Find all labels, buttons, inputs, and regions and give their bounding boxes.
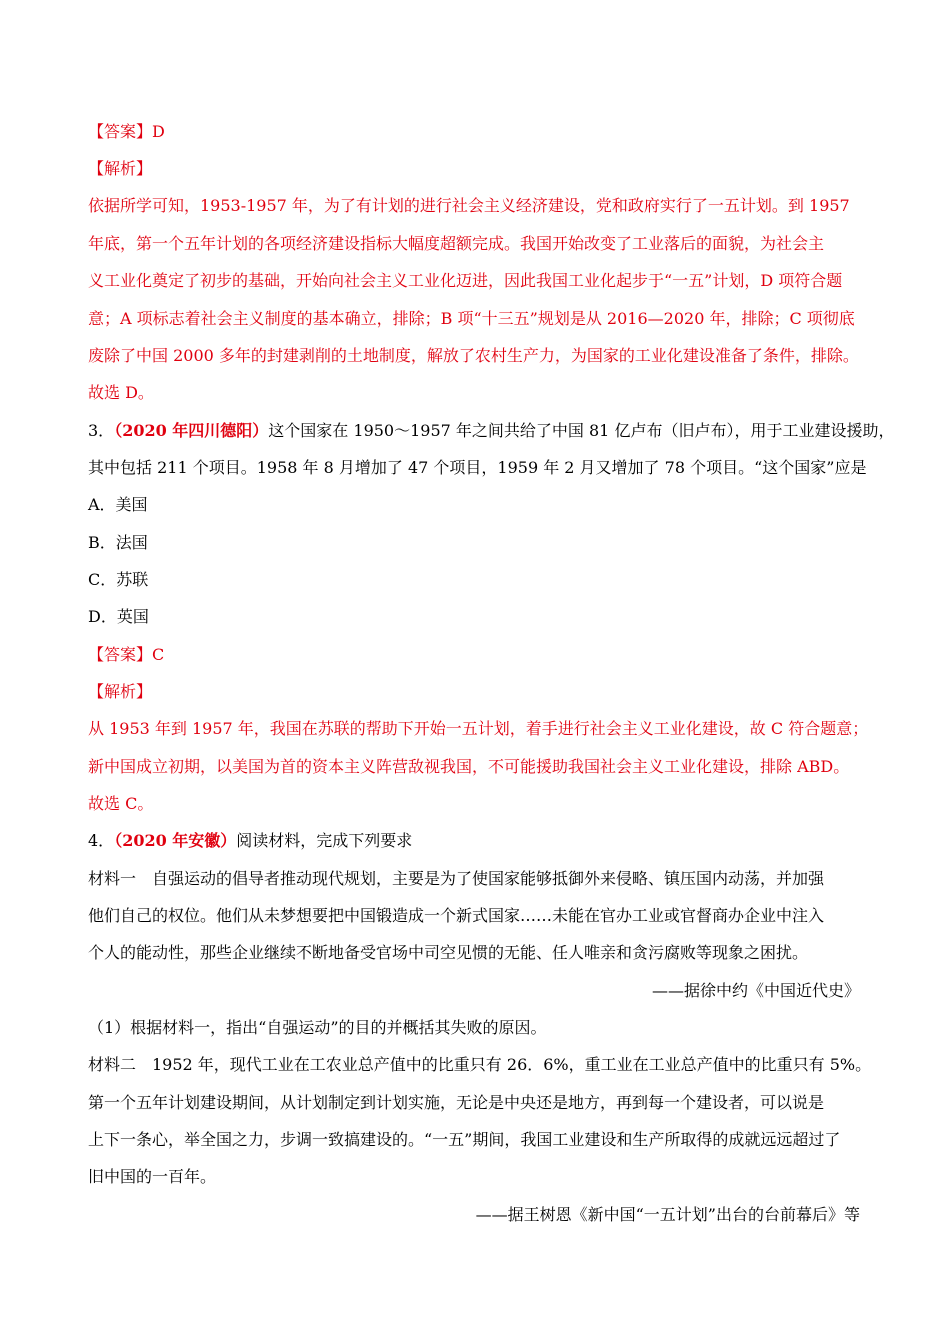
q3-option-d: D．英国	[88, 607, 149, 626]
q4-material2-line: 材料二 1952 年，现代工业在工农业总产值中的比重只有 26．6%，重工业在工业总产值中的比重只有 5%。	[88, 1055, 872, 1074]
question-source: （2020 年安徽）	[114, 831, 237, 850]
question-number: 3．	[88, 421, 115, 440]
q2-analysis-line: 年底，第一个五年计划的各项经济建设指标大幅度超额完成。我国开始改变了工业落后的面貌，为社会主	[88, 234, 825, 253]
q2-answer	[88, 121, 868, 143]
q4-material1-line: 他们自己的权位。他们从未梦想要把中国锻造成一个新式国家……未能在官办工业或官督商办企业中注入	[88, 906, 825, 925]
q4-material2-citation: ——据王树恩《新中国“一五计划”出台的台前幕后》等	[475, 1205, 860, 1224]
q3-stem	[88, 420, 895, 442]
q3-option-a: A．美国	[88, 495, 148, 514]
q3-analysis-tag: 【解析】	[88, 682, 153, 701]
q2-analysis-tag: 【解析】	[88, 159, 153, 178]
q3-option-c: C．苏联	[88, 570, 149, 589]
q4-material1-citation: ——据徐中约《中国近代史》	[651, 981, 860, 1000]
question-stem: 这个国家在 1950～1957 年之间共给了中国 81 亿卢布（旧卢布），用于工业建设援助，	[268, 421, 895, 440]
answer-tag: 【答案】	[88, 122, 153, 141]
q2-analysis-line: 义工业化奠定了初步的基础，开始向社会主义工业化迈进，因此我国工业化起步于“一五”计划，D 项符合题	[88, 271, 843, 290]
q4-material1-line: 个人的能动性，那些企业继续不断地备受官场中司空见惯的无能、任人唯亲和贪污腐败等现象之困扰。	[88, 943, 809, 962]
q2-analysis-line: 意；A 项标志着社会主义制度的基本确立，排除；B 项“十三五”规划是从 2016—2020 年，排除；C 项彻底	[88, 309, 855, 328]
q4-question1: （1）根据材料一，指出“自强运动”的目的并概括其失败的原因。	[88, 1018, 547, 1037]
question-source: （2020 年四川德阳）	[114, 421, 269, 440]
question-stem: 阅读材料，完成下列要求	[236, 831, 413, 850]
q4-stem	[88, 830, 868, 852]
q3-analysis-line: 新中国成立初期，以美国为首的资本主义阵营敌视我国，不可能援助我国社会主义工业化建设，排除 ABD。	[88, 757, 850, 776]
q4-material2-line: 旧中国的一百年。	[88, 1167, 217, 1186]
question-number: 4．	[88, 831, 115, 850]
q3-analysis-line: 故选 C。	[88, 794, 154, 813]
q3-answer	[88, 644, 868, 666]
q3-option-b: B．法国	[88, 533, 148, 552]
q3-stem-line2: 其中包括 211 个项目。1958 年 8 月增加了 47 个项目，1959 年 2 月又增加了 78 个项目。“这个国家”应是	[88, 458, 867, 477]
answer-value: D	[152, 122, 165, 141]
q2-analysis-line: 故选 D。	[88, 383, 154, 402]
q2-analysis-line: 废除了中国 2000 多年的封建剥削的土地制度，解放了农村生产力，为国家的工业化建设准备了条件，排除。	[88, 346, 859, 365]
q3-analysis-line: 从 1953 年到 1957 年，我国在苏联的帮助下开始一五计划，着手进行社会主义工业化建设，故 C 符合题意；	[88, 719, 869, 738]
answer-tag: 【答案】	[88, 645, 153, 664]
q4-material2-line: 上下一条心，举全国之力，步调一致搞建设的。“一五”期间，我国工业建设和生产所取得的成就远远超过了	[88, 1130, 841, 1149]
q2-analysis-line: 依据所学可知，1953-1957 年，为了有计划的进行社会主义经济建设，党和政府实行了一五计划。到 1957	[88, 196, 850, 215]
q4-material1-line: 材料一 自强运动的倡导者推动现代规划，主要是为了使国家能够抵御外来侵略、镇压国内动荡，并加强	[88, 869, 825, 888]
q4-material2-line: 第一个五年计划建设期间，从计划制定到计划实施，无论是中央还是地方，再到每一个建设者，可以说是	[88, 1093, 825, 1112]
answer-value: C	[152, 645, 165, 664]
